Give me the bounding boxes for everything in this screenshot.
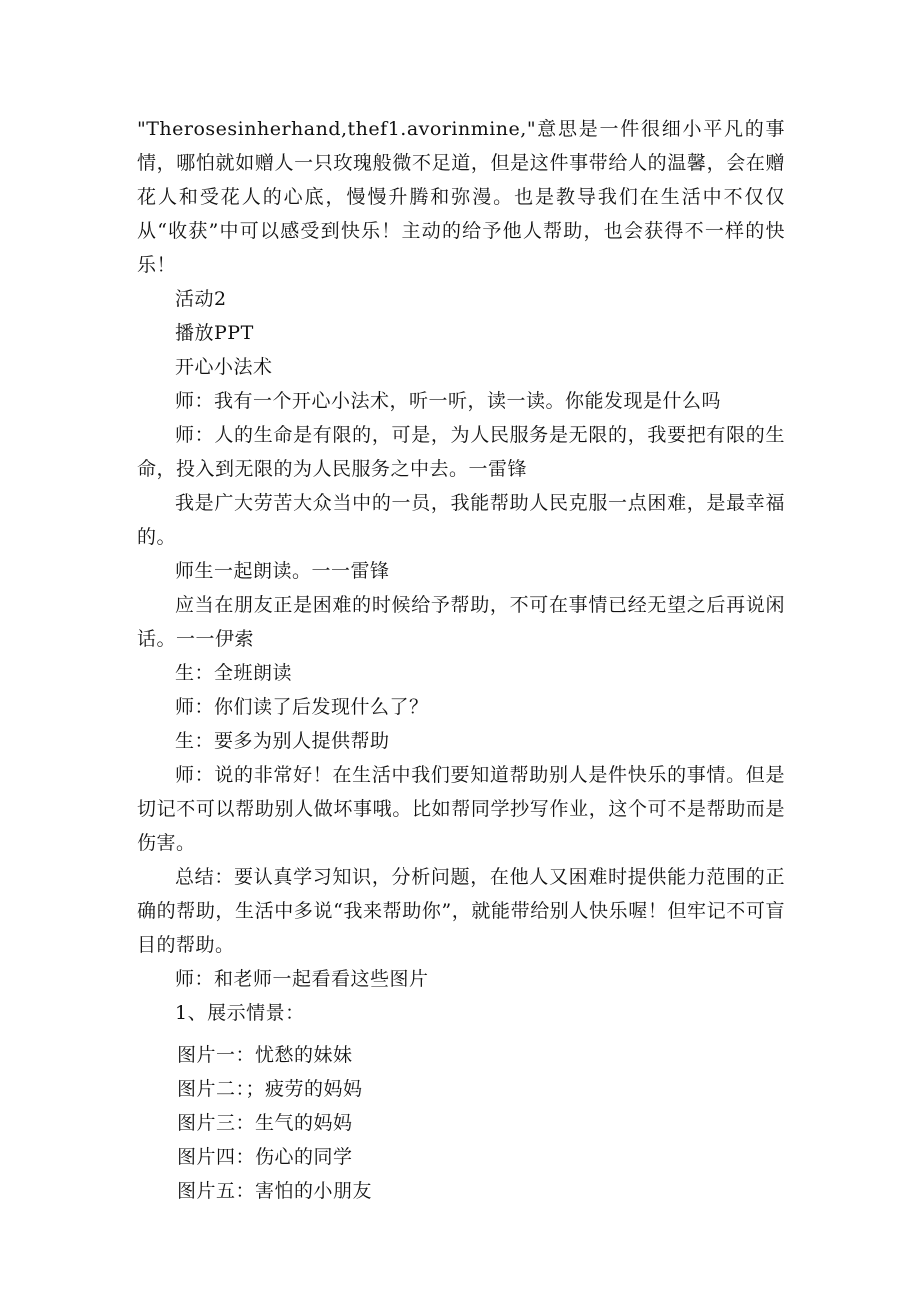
read-together-line: 师生一起朗读。一一雷锋 [175,560,390,582]
scene-heading: 1、展示情景： [175,1002,305,1024]
student-line-1: 生：全班朗读 [175,662,293,684]
teacher-question: 师：你们读了后发现什么了？ [175,696,429,718]
picture-item: 图片四：伤心的同学 [177,1146,353,1168]
teacher-comment: 师：说的非常好！在生活中我们要知道帮助别人是件快乐的事情。但是切记不可以帮助别人做坏事哦。比如帮同学抄写作业，这个可不是帮助而是伤害。 [137,764,785,854]
teacher-quote-leifeng: 师：人的生命是有限的，可是，为人民服务是无限的，我要把有限的生命，投入到无限的为人民服务之中去。一雷锋 [137,424,785,480]
activity-heading: 活动2 [175,288,227,310]
picture-item: 图片三：生气的妈妈 [177,1112,353,1134]
picture-item: 图片一：忧愁的妹妹 [177,1044,353,1066]
section-title: 开心小法术 [175,356,273,378]
picture-item: 图片五：害怕的小朋友 [177,1180,373,1202]
quote-paragraph: 我是广大劳苦大众当中的一员，我能帮助人民克服一点困难，是最幸福的。 [137,492,785,548]
aesop-quote: 应当在朋友正是困难的时候给予帮助，不可在事情已经无望之后再说闲话。一一伊索 [137,594,785,650]
document-page [137,112,785,1208]
teacher-line-1: 师：我有一个开心小法术，听一听，读一读。你能发现是什么吗 [175,390,722,412]
ppt-line: 播放PPT [175,322,254,344]
teacher-pictures-line: 师：和老师一起看看这些图片 [175,968,429,990]
summary-paragraph: 总结：要认真学习知识，分析问题，在他人又困难时提供能力范围的正确的帮助，生活中多说“我来帮助你”，就能带给别人快乐喔！但牢记不可盲目的帮助。 [137,866,785,956]
student-answer: 生：要多为别人提供帮助 [175,730,390,752]
intro-paragraph: "Therosesinherhand,thef1.avorinmine,"意思是一件很细小平凡的事情，哪怕就如赠人一只玫瑰般微不足道，但是这件事带给人的温馨，会在赠花人和受花人的心底，慢慢升腾和弥漫。也是教导我们在生活中不仅仅从“收获”中可以感受到快乐！主动的给予他人帮助，也会获得不一样的快乐！ [137,118,785,276]
picture-item: 图片二：；疲劳的妈妈 [177,1078,363,1100]
